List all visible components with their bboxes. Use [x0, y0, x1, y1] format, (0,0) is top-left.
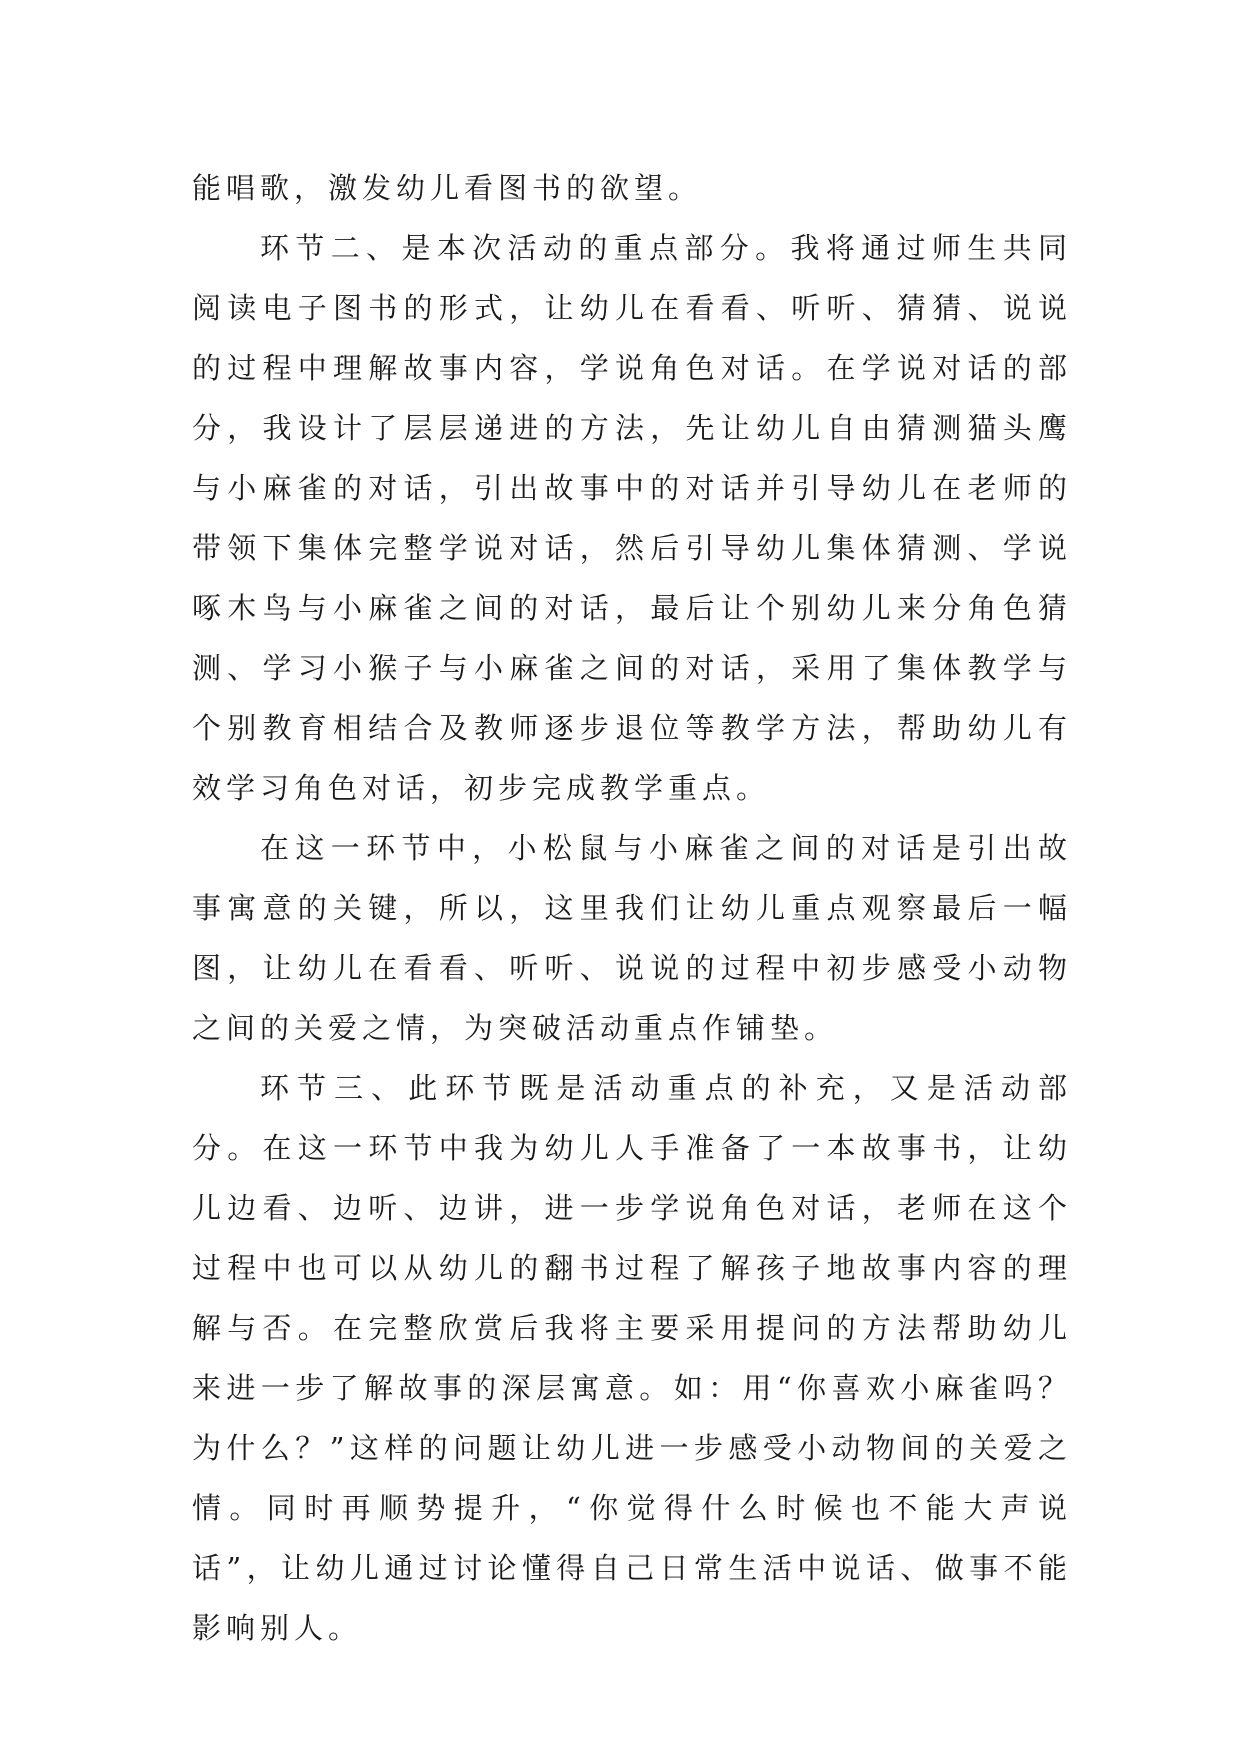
- paragraph-4: 环节三、此环节既是活动重点的补充，又是活动部分。在这一环节中我为幼儿人手准备了一本故事书，让幼儿边看、边听、边讲，进一步学说角色对话，老师在这个过程中也可以从幼儿的翻书过程了解孩子地故事内容的理解与否。在完整欣赏后我将主要采用提问的方法帮助幼儿来进一步了解故事的深层寓意。如：用“你喜欢小麻雀吗？为什么？”这样的问题让幼儿进一步感受小动物间的关爱之情。同时再顺势提升，“你觉得什么时候也不能大声说话”，让幼儿通过讨论懂得自己日常生活中说话、做事不能影响别人。: [192, 1071, 1072, 1645]
- paragraph-3: 在这一环节中，小松鼠与小麻雀之间的对话是引出故事寓意的关键，所以，这里我们让幼儿重点观察最后一幅图，让幼儿在看看、听听、说说的过程中初步感受小动物之间的关爱之情，为突破活动重点作铺垫。: [192, 831, 1072, 1045]
- paragraph-1: 能唱歌，激发幼儿看图书的欲望。: [192, 171, 703, 205]
- document-body: [192, 158, 1072, 1658]
- paragraph-2: 环节二、是本次活动的重点部分。我将通过师生共同阅读电子图书的形式，让幼儿在看看、听听、猜猜、说说的过程中理解故事内容，学说角色对话。在学说对话的部分，我设计了层层递进的方法，先让幼儿自由猜测猫头鹰与小麻雀的对话，引出故事中的对话并引导幼儿在老师的带领下集体完整学说对话，然后引导幼儿集体猜测、学说啄木鸟与小麻雀之间的对话，最后让个别幼儿来分角色猜测、学习小猴子与小麻雀之间的对话，采用了集体教学与个别教育相结合及教师逐步退位等教学方法，帮助幼儿有效学习角色对话，初步完成教学重点。: [192, 231, 1072, 805]
